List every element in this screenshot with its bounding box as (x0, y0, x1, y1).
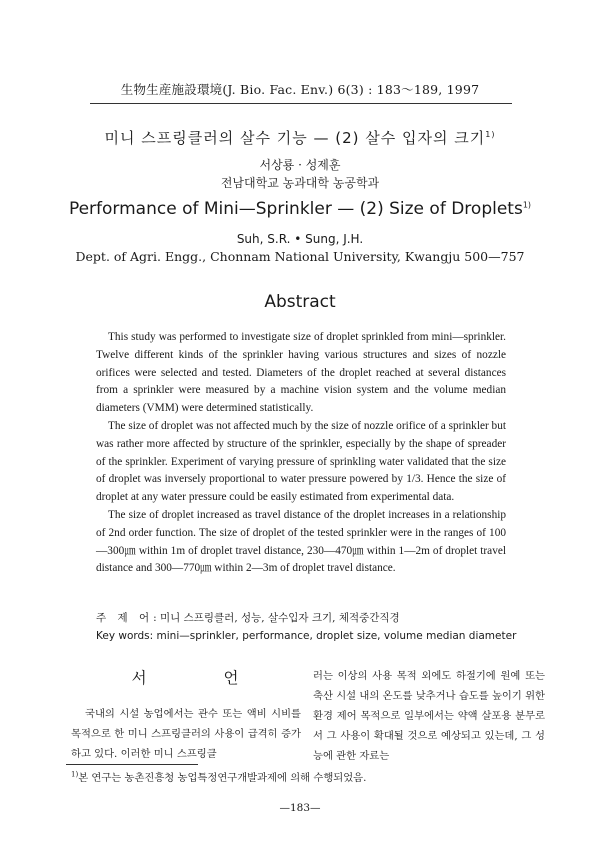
abstract-paragraph-2: The size of droplet was not affected much by the size of nozzle orifice of a sprinkler but was rather more affected by structure of the sprinkler, especially by the shape of spreader of the sprinkler. Experiment of varying pressure of sprinkling water validated that the size of droplet was inversely proportional to water pressure powered by 1/3. Hence the size of droplet at any water pressure could be easily estimated from experimental data. (96, 419, 506, 504)
journal-citation: 生物生産施設環境(J. Bio. Fac. Env.) 6(3) : 183～189, 1997 (120, 82, 480, 97)
keywords-block (96, 609, 516, 645)
abstract-heading: Abstract (264, 292, 336, 312)
title-korean-text: 미니 스프링클러의 살수 기능 — (2) 살수 입자의 크기 (104, 129, 486, 147)
footnote-mark: 1) (71, 770, 79, 779)
keywords-korean: : 미니 스프링클러, 성능, 살수입자 크기, 체적중간직경 (153, 612, 400, 624)
body-column-left (71, 666, 301, 764)
authors-korean: 서상룡 · 성제훈 (259, 158, 341, 172)
footnote-text: 본 연구는 농촌진흥청 농업특정연구개발과제에 의해 수행되었음. (78, 772, 367, 784)
keywords-english-label: Key words (96, 630, 150, 642)
abstract-paragraph-3: The size of droplet increased as travel distance of the droplet increases in a relationship of 2nd order function. The size of droplet of the tested sprinkler were in the ranges of 100—300㎛ within 1m of droplet travel distance, 230—470㎛ within 1—2m of droplet travel distance and 300—770㎛ within 2—3m of droplet travel distance. (96, 508, 506, 575)
title-korean (0, 127, 600, 148)
keywords-english-line (96, 627, 516, 645)
body-paragraph-left: 국내의 시설 농업에서는 관수 또는 액비 시비를 목적으로 한 미니 스프링클러의 사용이 급격히 증가하고 있다. 이러한 미니 스프링클 (71, 708, 301, 760)
title-english (0, 199, 600, 219)
body-paragraph-right: 러는 이상의 사용 목적 외에도 하절기에 원예 또는 축산 시설 내의 온도를 낮추거나 습도를 높이기 위한 환경 제어 목적으로 일부에서는 약액 살포용 분무로서 그 사용이 확대될 것으로 예상되고 있는데, 그 성능에 관한 자료는 (313, 670, 545, 762)
affiliation-korean: 전남대학교 농과대학 농공학과 (220, 176, 380, 190)
title-english-footnote-mark: 1) (522, 200, 532, 210)
body-column-right (313, 666, 545, 766)
authors-english: Suh, S.R. • Sung, J.H. (236, 232, 364, 246)
header-rule (90, 103, 512, 104)
page-number: —183— (279, 802, 321, 814)
keywords-korean-line (96, 609, 516, 627)
footnote-rule (66, 764, 198, 765)
keywords-english: : mini—sprinkler, performance, droplet size, volume median diameter (149, 630, 517, 642)
title-korean-footnote-mark: 1) (485, 130, 496, 139)
abstract-body (96, 329, 506, 578)
keywords-korean-label: 주 제 어 (96, 612, 154, 624)
affiliation-english: Dept. of Agri. Engg., Chonnam National University, Kwangju 500—757 (75, 249, 525, 264)
footnote (71, 769, 366, 784)
title-english-text: Performance of Mini—Sprinkler — (2) Size of Droplets (68, 199, 523, 219)
section-heading-introduction: 서 언 (131, 669, 275, 687)
abstract-paragraph-1: This study was performed to investigate size of droplet sprinkled from mini—sprinkler. Twelve different kinds of the sprinkler having various structures and sizes of nozzle orifices were selected and tested. Diameters of the droplet reached at several distances from a sprinkler were measured by a machine vision system and the volume median diameters (VMM) were determined statistically. (96, 331, 506, 415)
